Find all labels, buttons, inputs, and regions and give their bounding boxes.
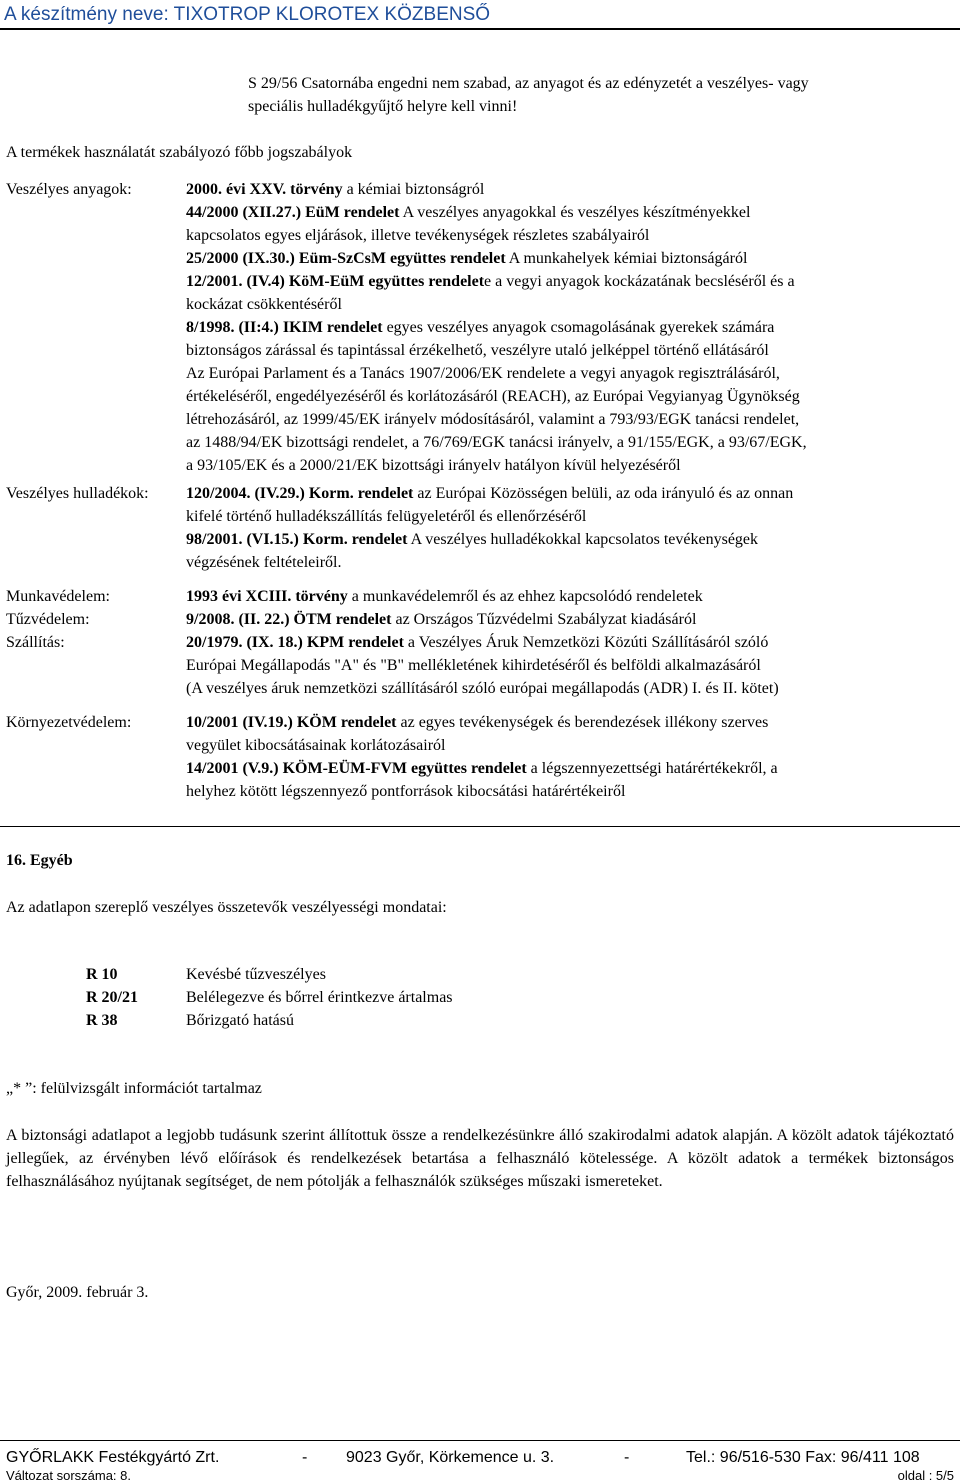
law-description: az Európai Közösségen belüli, az oda irányuló és az onnan xyxy=(413,485,794,502)
law-line xyxy=(186,585,703,608)
law-line xyxy=(186,270,795,293)
law-description: a Veszélyes Áruk Nemzetközi Közúti Szállításáról szóló xyxy=(403,634,769,651)
law-description: A veszélyes anyagokkal és veszélyes készítményekkel xyxy=(399,204,751,221)
law-reference: 2000. évi XXV. törvény xyxy=(186,181,343,198)
place-date: Győr, 2009. február 3. xyxy=(6,1284,149,1301)
s29-line-2: speciális hulladékgyűjtő helyre kell vinni! xyxy=(248,98,518,115)
document-header: A készítmény neve: TIXOTROP KLOROTEX KÖZBENSŐ xyxy=(0,0,960,30)
law-line xyxy=(186,362,780,385)
footer-dash: - xyxy=(624,1449,630,1466)
law-line xyxy=(186,339,769,362)
law-description: a 93/105/EK és a 2000/21/EK bizottsági irányelv hatályon kívül helyezéséről xyxy=(186,457,681,474)
law-description: A munkahelyek kémiai biztonságáról xyxy=(505,250,748,267)
law-line xyxy=(186,247,747,270)
r-code: R 20/21 xyxy=(86,989,138,1006)
r-text: Kevésbé tűzveszélyes xyxy=(186,966,326,983)
footer-contact: Tel.: 96/516-530 Fax: 96/411 108 xyxy=(686,1449,920,1466)
law-line xyxy=(186,431,807,454)
law-reference: 1993 évi XCIII. törvény xyxy=(186,588,348,605)
footer-dash: - xyxy=(302,1449,308,1466)
law-reference: 9/2008. (II. 22.) ÖTM rendelet xyxy=(186,611,392,628)
law-description: a kémiai biztonságról xyxy=(342,181,485,198)
r-code: R 10 xyxy=(86,966,118,983)
law-line xyxy=(186,201,750,224)
law-reference: 14/2001 (V.9.) KÖM-EÜM-FVM együttes rendelet xyxy=(186,760,527,777)
law-description: e a vegyi anyagok kockázatának becsléséről és a xyxy=(484,273,795,290)
law-line xyxy=(186,385,800,408)
law-description: (A veszélyes áruk nemzetközi szállításáról szóló európai megállapodás (ADR) I. és II. kötet) xyxy=(186,680,779,697)
law-description: létrehozásáról, az 1999/45/EK irányelv módosításáról, valamint a 793/93/EGK tanácsi rendelet, xyxy=(186,411,800,428)
footer-divider xyxy=(0,1440,960,1441)
law-reference: 120/2004. (IV.29.) Korm. rendelet xyxy=(186,485,414,502)
law-description: kapcsolatos egyes eljárások, illetve tevékenységek részletes szabályairól xyxy=(186,227,650,244)
section-divider xyxy=(0,826,960,827)
laws-title: A termékek használatát szabályozó főbb jogszabályok xyxy=(6,144,353,161)
law-description: értékeléséről, engedélyezéséről és korlátozásáról (REACH), az Európai Vegyianyag Ügynökség xyxy=(186,388,800,405)
law-description: A veszélyes hulladékokkal kapcsolatos tevékenységek xyxy=(407,531,759,548)
footer-version: Változat sorszáma: 8. xyxy=(6,1468,131,1483)
law-line xyxy=(186,316,774,339)
law-line xyxy=(186,608,696,631)
law-line xyxy=(186,293,342,316)
s29-line-1: S 29/56 Csatornába engedni nem szabad, az anyagot és az edényzetét a veszélyes- vagy xyxy=(248,75,809,92)
section-16-title: 16. Egyéb xyxy=(6,852,73,869)
law-description: a légszennyezettségi határértékekről, a xyxy=(526,760,778,777)
law-description: az Országos Tűzvédelmi Szabályzat kiadásáról xyxy=(391,611,697,628)
label-work: Munkavédelem: xyxy=(6,588,110,605)
law-reference: 20/1979. (IX. 18.) KPM rendelet xyxy=(186,634,404,651)
law-reference: 98/2001. (VI.15.) Korm. rendelet xyxy=(186,531,408,548)
law-description: helyhez kötött légszennyező pontforrások kibocsátási határértékeiről xyxy=(186,783,626,800)
label-fire: Tűzvédelem: xyxy=(6,611,90,628)
r-text: Bőrizgató hatású xyxy=(186,1012,294,1029)
law-description: kifelé történő hulladékszállítás felügyeletéről és ellenőrzéséről xyxy=(186,508,587,525)
star-note: „* ”: felülvizsgált információt tartalmaz xyxy=(6,1080,262,1097)
law-line xyxy=(186,551,341,574)
law-line xyxy=(186,454,681,477)
law-line xyxy=(186,734,445,757)
footer-address: 9023 Győr, Körkemence u. 3. xyxy=(346,1449,555,1466)
r-phrases-intro: Az adatlapon szereplő veszélyes összetevők veszélyességi mondatai: xyxy=(6,899,447,916)
law-description: biztonságos zárással és tapintással érzékelhető, veszélyre utaló jelképpel történő ellátásáról xyxy=(186,342,769,359)
footer-company: GYŐRLAKK Festékgyártó Zrt. xyxy=(6,1449,220,1466)
law-reference: 8/1998. (II:4.) IKIM rendelet xyxy=(186,319,383,336)
law-description: az 1488/94/EK bizottsági rendelet, a 76/769/EGK tanácsi irányelv, a 91/155/EGK, a 93/67/EGK, xyxy=(186,434,807,451)
law-line xyxy=(186,178,484,201)
law-description: az egyes tevékenységek és berendezések illékony szerves xyxy=(396,714,769,731)
label-transport: Szállítás: xyxy=(6,634,65,651)
law-reference: 44/2000 (XII.27.) EüM rendelet xyxy=(186,204,400,221)
law-line xyxy=(186,757,778,780)
label-waste: Veszélyes hulladékok: xyxy=(6,485,149,502)
law-line xyxy=(186,482,793,505)
law-reference: 25/2000 (IX.30.) Eüm-SzCsM együttes rendelet xyxy=(186,250,506,267)
law-line xyxy=(186,654,761,677)
r-text: Belélegezve és bőrrel érintkezve ártalmas xyxy=(186,989,453,1006)
law-line xyxy=(186,780,625,803)
r-code: R 38 xyxy=(86,1012,118,1029)
law-line xyxy=(186,711,768,734)
law-description: egyes veszélyes anyagok csomagolásának gyerekek számára xyxy=(382,319,775,336)
law-reference: 10/2001 (IV.19.) KÖM rendelet xyxy=(186,714,397,731)
label-hazardous: Veszélyes anyagok: xyxy=(6,181,132,198)
law-description: kockázat csökkentéséről xyxy=(186,296,342,313)
law-description: vegyület kibocsátásainak korlátozásairól xyxy=(186,737,446,754)
law-description: a munkavédelemről és az ehhez kapcsolódó rendeletek xyxy=(347,588,703,605)
law-line xyxy=(186,677,779,700)
law-line xyxy=(186,408,799,431)
law-line xyxy=(186,528,758,551)
footer-page-number: oldal : 5/5 xyxy=(897,1468,954,1483)
law-line xyxy=(186,505,586,528)
label-env: Környezetvédelem: xyxy=(6,714,132,731)
law-line xyxy=(186,224,649,247)
law-description: Európai Megállapodás "A" és "B" mellékletének kihirdetéséről és belföldi alkalmazásáról xyxy=(186,657,761,674)
disclaimer: A biztonsági adatlapot a legjobb tudásunk szerint állítottuk össze a rendelkezésünkre álló szakirodalmi adatok alapján. A közölt adatok tájékoztató jellegűek, az érvényben lévő előírások és rendelkezések betartása a felhasználó kötelessége. A közölt adatok a termékek biztonságos felhasználásához nyújtanak segítséget, de nem pótolják a felhasználók szükséges műszaki ismereteket. xyxy=(6,1127,954,1190)
law-description: Az Európai Parlament és a Tanács 1907/2006/EK rendelete a vegyi anyagok regisztrálásáról, xyxy=(186,365,780,382)
law-line xyxy=(186,631,768,654)
law-reference: 12/2001. (IV.4) KöM-EüM együttes rendelet xyxy=(186,273,485,290)
law-description: végzésének feltételeiről. xyxy=(186,554,342,571)
